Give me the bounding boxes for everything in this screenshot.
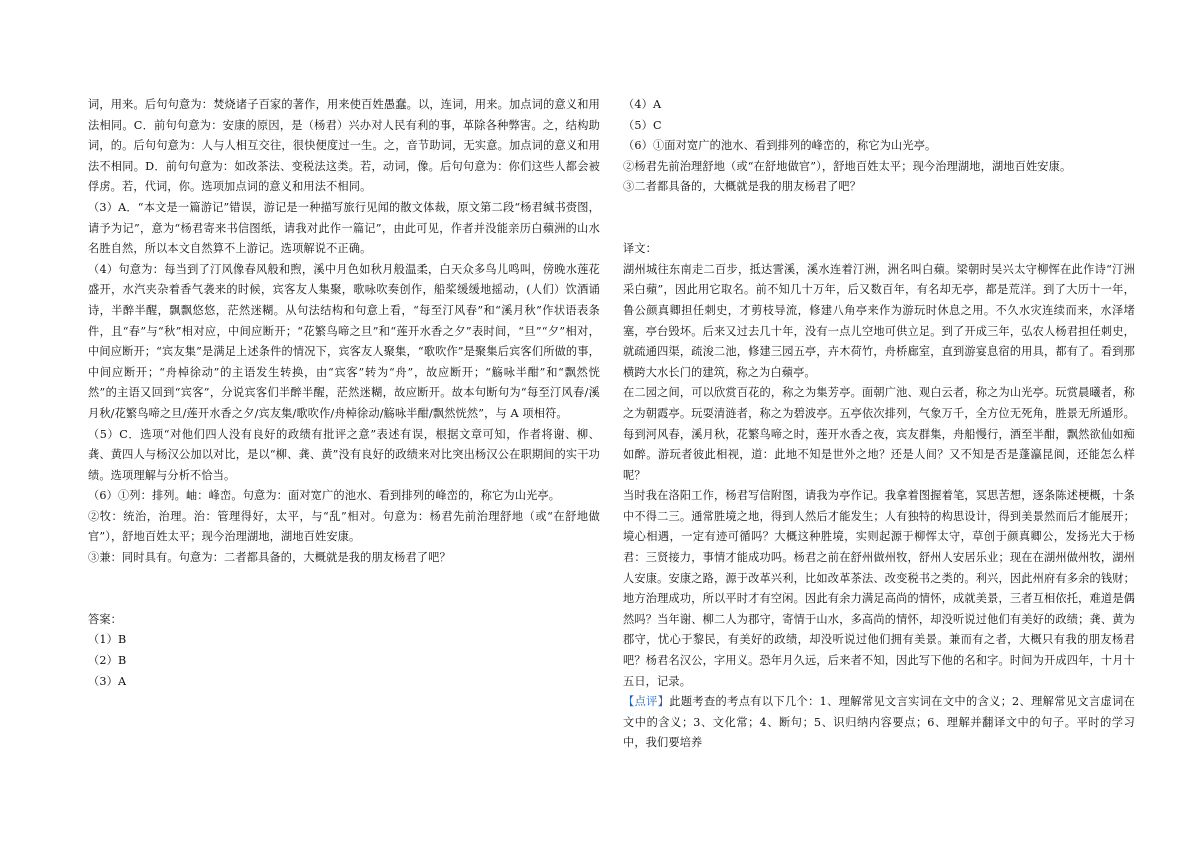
spacer — [623, 198, 1135, 239]
comment-tag: 【点评】 — [623, 695, 670, 709]
paragraph: ②牧：统治，治理。治：管理得好，太平，与“乱”相对。句意为：杨君先前治理舒地（或“在舒地做官”），舒地百姓太平；现今治理湖地，湖地百姓安康。 — [88, 509, 600, 544]
translation-paragraph: 在二园之间，可以欣赏百花的，称之为集芳亭。面朝广池、观白云者，称之为山光亭。玩赏晨曦者，称之为朝霞亭。玩耍清涟者，称之为碧波亭。五亭依次排列，气象万千，全方位无死角，胜景无所遁形。每到河风春，溪月秋，花繁鸟啼之时，莲开水香之夜，宾友群集，舟船慢行，酒至半酣，飘然欲仙如痴如醉。游玩者彼此相视，道：此地不知是世外之地？还是人间？又不知是否是蓬瀛昆阆，还能怎么样呢？ — [623, 386, 1135, 482]
left-column — [88, 95, 600, 692]
spacer — [88, 569, 600, 610]
answer-item: （3）A — [88, 674, 127, 688]
right-column — [623, 95, 1135, 754]
answer-item: （4）A — [623, 98, 662, 111]
answer-line: ②杨君先前治理舒地（或“在舒地做官”），舒地百姓太平；现今治理湖地，湖地百姓安康。 — [623, 159, 1072, 173]
paragraph: （3）A．“本文是一篇游记”错误，游记是一种描写旅行见闻的散文体裁，原文第二段“杨君缄书赍图，请予为记”，意为“杨君寄来书信图纸，请我对此作一篇记”，由此可见，作者并没能亲历白蘋洲的山水名胜自然，所以本文自然算不上游记。选项解说不正确。 — [88, 200, 600, 256]
answer-item: （2）B — [88, 654, 127, 668]
paragraph: （6）①列：排列。岫：峰峦。句意为：面对宽广的池水、看到排列的峰峦的，称它为山光亭。 — [88, 489, 561, 503]
comment-text: 此题考查的考点有以下几个：1、理解常见文言实词在文中的含义；2、理解常见文言虚词在文中的含义；3、文化常；4、断句；5、识归纳内容要点；6、理解并翻译文中的句子。平时的学习中，我们要培养 — [623, 695, 1135, 750]
translation-paragraph: 湖州城往东南走二百步，抵达霅溪，溪水连着汀洲，洲名叫白蘋。梁朝时吴兴太守柳恽在此作诗“汀洲采白蘋”，因此用它取名。前不知几十万年，后又数百年，有名却无亭，都是荒洋。到了大历十一年，鲁公颜真卿担任刺史，才剪枝导流，修建八角亭来作为游玩时休息之用。不久水灾连续而来，水泽堵塞，亭台毁坏。后来又过去几十年，没有一点儿空地可供立足。到了开成三年，弘农人杨君担任刺史，就疏通四渠，疏浚二池，修建三园五亭，卉木荷竹，舟桥廊室，直到游宴息宿的用具，都有了。看到那横跨大水长门的建筑，称之为白蘋亭。 — [623, 262, 1135, 379]
comment-paragraph — [623, 692, 1135, 754]
answer-line: ③二者都具备的，大概就是我的朋友杨君了吧？ — [623, 180, 862, 194]
paragraph: ③兼：同时具有。句意为：二者都具备的，大概就是我的朋友杨君了吧？ — [88, 551, 451, 565]
answer-item: （6）①面对宽广的池水、看到排列的峰峦的，称它为山光亭。 — [623, 139, 937, 153]
translation-paragraph: 当时我在洛阳工作，杨君写信附图，请我为亭作记。我拿着图握着笔，冥思苦想，逐条陈述梗概，十条中不得二三。通常胜境之地，得到人然后才能发生；人有独特的构思设计，得到美景然而后才能展开；境心相遇，一定有迹可循吗？大概这种胜境，实则起源于柳恽太守，草创于颜真卿公，发扬光大于杨君：三贤接力，事情才能成功吗。杨君之前在舒州做州牧，舒州人安居乐业；现在在湖州做州牧，湖州人安康。安康之路，源于改革兴利，比如改革茶法、改变税书之类的。利兴，因此州府有多余的钱财；地方治理成功，所以平时才有空闲。因此有余力满足高尚的情怀，成就美景，三者互相依托，难道是偶然吗？当年谢、柳二人为郡守，寄情于山水，多高尚的情怀，却没听说过他们有美好的政绩；龚、黄为郡守，忧心于黎民，有美好的政绩，却没听说过他们拥有美景。兼而有之者，大概只有我的朋友杨君吧？杨君名汉公，字用义。恐年月久远，后来者不知，因此写下他的名和字。时间为开成四年，十月十五日，记录。 — [623, 489, 1135, 688]
paragraph: （5）C．选项“对他们四人没有良好的政绩有批评之意”表述有误，根据文章可知，作者将谢、柳、龚、黄四人与杨汉公加以对比，是以“柳、龚、黄”没有良好的政绩来对比突出杨汉公在职期间的实干功绩。选项理解与分析不恰当。 — [88, 427, 600, 482]
paragraph: （4）句意为：每当到了汀风像春风般和煦，溪中月色如秋月般温柔，白天众多鸟儿鸣叫，傍晚水莲花盛开，水汽夹杂着香气袭来的时候，宾客友人集聚，歌咏吹奏创作，船桨缓缓地摇动，(人们）饮酒诵诗，半醉半醒，飘飘悠悠，茫然迷糊。从句法结构和句意上看，“每至汀风春”和“溪月秋”作状语表条件，且“春”与“秋”相对应，中间应断开；“花繁鸟啼之旦”和“莲开水香之夕”表时间，“旦”“夕”相对，中间应断开；“宾友集”是满足上述条件的情况下，宾客友人聚集，“歌吹作”是聚集后宾客们所做的事，中间应断开；“舟棹徐动”的主语发生转换，由“宾客”转为“舟”，故应断开；“觞咏半酣”和“飘然恍然”的主语又回到“宾客”，分说宾客们半醉半醒，茫然迷糊，故应断开。故本句断句为“每至汀风春/溪月秋/花繁鸟啼之旦/莲开水香之夕/宾友集/歌吹作/舟棹徐动/觞咏半酣/飘然恍然”，与 A 项相符。 — [88, 262, 600, 420]
answer-item: （5）C — [623, 118, 662, 132]
answer-item: （1）B — [88, 633, 127, 647]
paragraph: 词，用来。后句句意为：焚烧诸子百家的著作，用来使百姓愚蠢。以，连词，用来。加点词的意义和用法相同。C．前句句意为：安康的原因，是（杨君）兴办对人民有利的事，革除各种弊害。之，结构助词，的。后句句意为：人与人相互交往，很快便度过一生。之，音节助词，无实意。加点词的意义和用法不相同。D．前句句意为：如改茶法、变税法这类。若，动词，像。后句句意为：你们这些人都会被俘虏。若，代词，你。选项加点词的意义和用法不相同。 — [88, 98, 600, 194]
answer-heading: 答案： — [88, 612, 123, 626]
translation-heading: 译文： — [623, 242, 658, 256]
